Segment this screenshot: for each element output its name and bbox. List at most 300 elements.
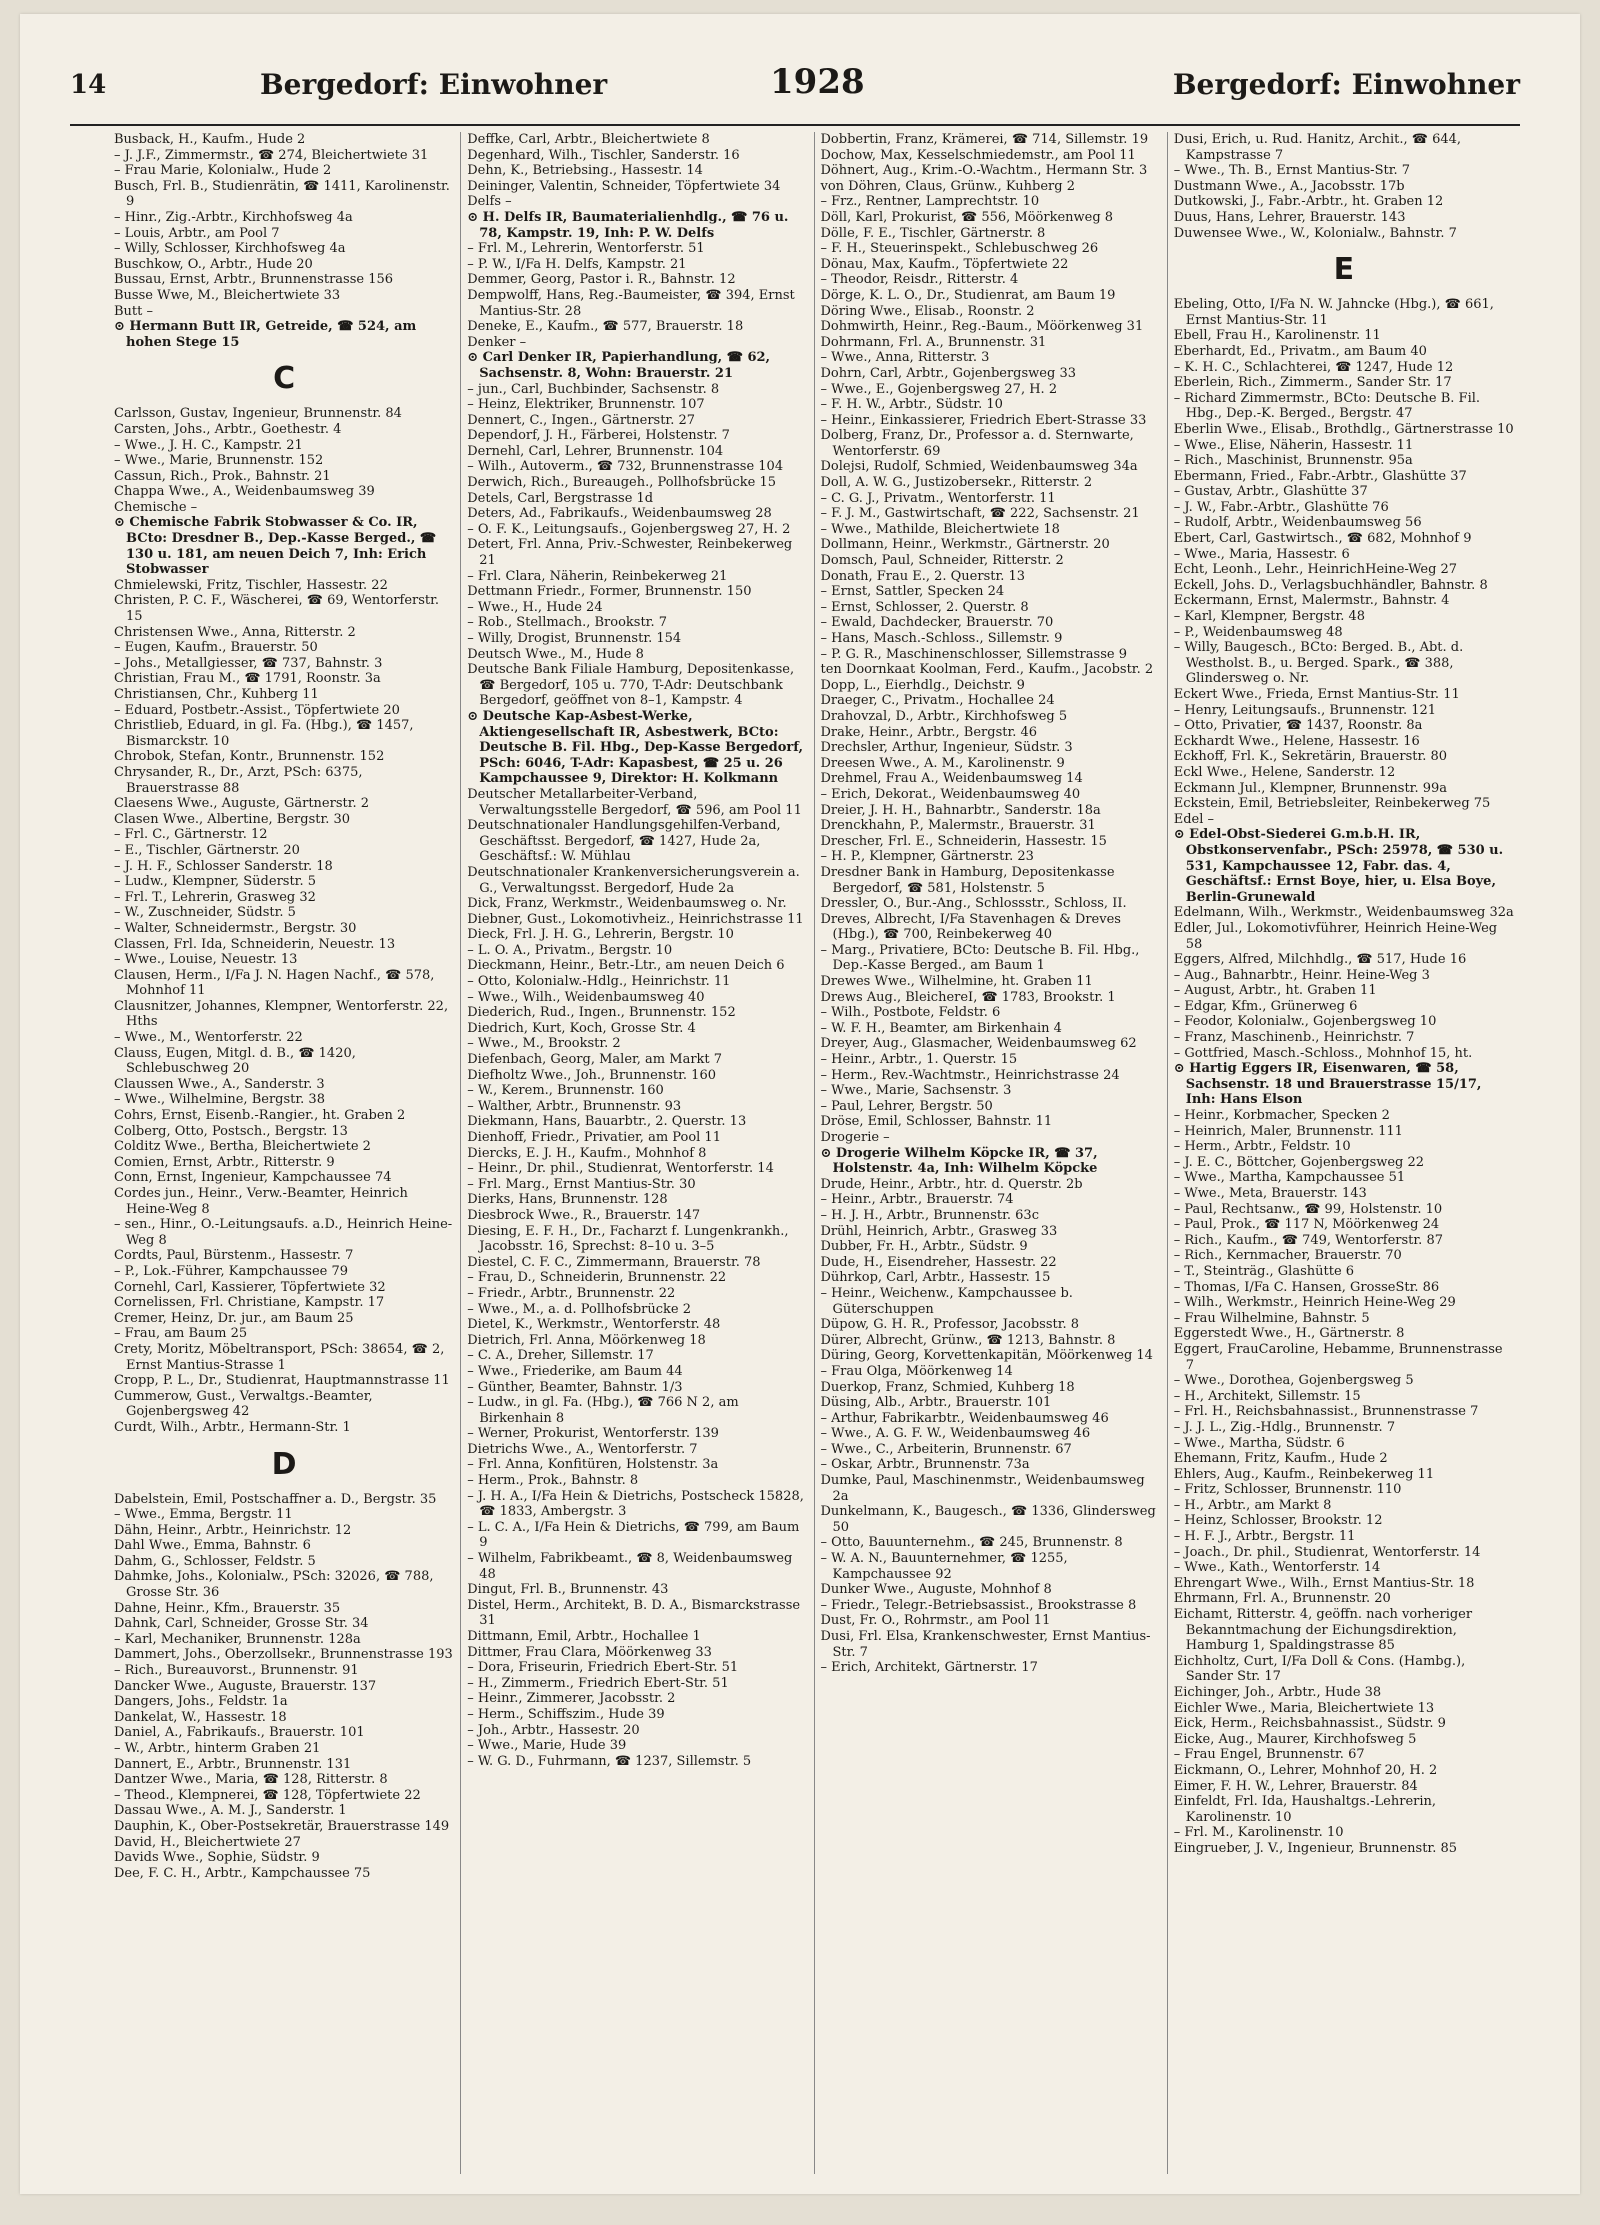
directory-entry: – Wwe., Martha, Kampchaussee 51 — [1173, 1170, 1406, 1186]
directory-entry: Dittmann, Emil, Arbtr., Hochallee 1 — [467, 1629, 701, 1644]
directory-entry: Bussau, Ernst, Arbtr., Brunnenstrasse 156 — [114, 272, 394, 288]
directory-entry: – Heinr., Arbtr., Brauerstr. 74 — [820, 1192, 1014, 1208]
directory-entry: Duwensee Wwe., W., Kolonialw., Bahnstr. 7 — [1173, 225, 1457, 241]
directory-entry: Cornelissen, Frl. Christiane, Kampstr. 17 — [114, 1295, 385, 1311]
directory-entry: Dutkowski, J., Fabr.-Arbtr., ht. Graben 12 — [1173, 194, 1444, 210]
directory-entry: Ehlers, Aug., Kaufm., Reinbekerweg 11 — [1173, 1466, 1435, 1482]
directory-entry: Dührkop, Carl, Arbtr., Hassestr. 15 — [820, 1270, 1051, 1286]
entries-de-di — [467, 132, 807, 1769]
directory-entry: – Willy, Baugesch., BCto: Berged. B., Abt. d. Westholst. B., u. Berged. Spark., ☎ 388, Glindersweg o. Nr. — [1173, 640, 1464, 687]
directory-entry: – Wilh., Autoverm., ☎ 732, Brunnenstrasse 104 — [467, 459, 784, 475]
directory-entry: – O. F. K., Leitungsaufs., Gojenbergsweg 27, H. 2 — [467, 521, 791, 537]
running-title-right: Bergedorf: Einwohner — [1172, 68, 1520, 101]
directory-entry: Eberlein, Rich., Zimmerm., Sander Str. 17 — [1173, 375, 1452, 391]
directory-entry: – Rudolf, Arbtr., Weidenbaumsweg 56 — [1173, 515, 1422, 531]
directory-entry: Eckhoff, Frl. K., Sekretärin, Brauerstr. 80 — [1173, 749, 1448, 765]
entries-e — [1174, 297, 1514, 1856]
directory-entry: – Frl. M., Lehrerin, Wentorferstr. 51 — [467, 241, 705, 257]
directory-entry: Dunkelmann, K., Baugesch., ☎ 1336, Glindersweg 50 — [820, 1504, 1156, 1535]
directory-entry: – Hinr., Zig.-Arbtr., Kirchhofsweg 4a — [114, 209, 353, 225]
directory-entry: – Aug., Bahnarbtr., Heinr. Heine-Weg 3 — [1173, 967, 1430, 983]
section-letter-e: E — [1333, 252, 1355, 288]
directory-entry: Chemische – — [114, 499, 198, 515]
directory-entry: Davids Wwe., Sophie, Südstr. 9 — [114, 1850, 320, 1866]
directory-entry: Drühl, Heinrich, Arbtr., Grasweg 33 — [820, 1223, 1058, 1239]
directory-entry: Eickmann, O., Lehrer, Mohnhof 20, H. 2 — [1173, 1762, 1438, 1778]
directory-entry: Delfs – — [467, 194, 512, 210]
directory-entry: – Wwe., Th. B., Ernst Mantius-Str. 7 — [1173, 163, 1411, 179]
directory-entry: – Otto, Bauunternehm., ☎ 245, Brunnenstr. 8 — [820, 1535, 1123, 1551]
directory-entry: – Wwe., C., Arbeiterin, Brunnenstr. 67 — [820, 1441, 1072, 1457]
directory-entry: Dahne, Heinr., Kfm., Brauerstr. 35 — [114, 1600, 341, 1616]
directory-entry: – F. J. M., Gastwirtschaft, ☎ 222, Sachsenstr. 21 — [820, 506, 1140, 522]
directory-entry: ⊙ Carl Denker IR, Papierhandlung, ☎ 62, Sachsenstr. 8, Wohn: Brauerstr. 21 — [467, 350, 771, 381]
directory-entry: – Erich, Dekorat., Weidenbaumsweg 40 — [820, 786, 1081, 802]
directory-entry: Dassau Wwe., A. M. J., Sanderstr. 1 — [114, 1803, 347, 1819]
directory-entry: Detert, Frl. Anna, Priv.-Schwester, Reinbekerweg 21 — [467, 537, 793, 569]
directory-entry: – Wwe., Marie, Hude 39 — [467, 1738, 627, 1754]
directory-entry: ⊙ Deutsche Kap-Asbest-Werke, Aktiengesellschaft IR, Asbestwerk, BCto: Deutsche B. Fil. Hbg., Dep-Kasse Bergedorf, PSch: 6046, T-Adr: Kapasbest, ☎ 25 u. 26 Kampchaussee 9, Direktor: H. Kolkmann — [467, 708, 804, 787]
directory-entry: Eingrueber, J. V., Ingenieur, Brunnenstr. 85 — [1173, 1840, 1458, 1856]
directory-entry: Eckhardt Wwe., Helene, Hassestr. 16 — [1173, 733, 1420, 749]
directory-entry: Deutschnationaler Handlungsgehilfen-Verband, Geschäftsst. Bergedorf, ☎ 1427, Hude 2a, Geschäftsf.: W. Mühlau — [467, 818, 781, 865]
directory-columns — [108, 132, 1520, 2174]
directory-entry: Duus, Hans, Lehrer, Brauerstr. 143 — [1173, 209, 1406, 225]
directory-entry: – Heinz, Elektriker, Brunnenstr. 107 — [467, 397, 705, 413]
directory-entry: – Rich., Bureauvorst., Brunnenstr. 91 — [114, 1663, 359, 1679]
directory-entry: Dönau, Max, Kaufm., Töpfertwiete 22 — [820, 256, 1069, 272]
directory-entry: Eggers, Alfred, Milchhdlg., ☎ 517, Hude 16 — [1173, 952, 1467, 968]
directory-entry: Christian, Frau M., ☎ 1791, Roonstr. 3a — [114, 671, 381, 687]
directory-entry: – Wwe., Wilh., Weidenbaumsweg 40 — [467, 989, 705, 1005]
directory-page — [20, 14, 1580, 2194]
directory-entry: – Otto, Privatier, ☎ 1437, Roonstr. 8a — [1173, 718, 1423, 734]
directory-entry: – Frl. M., Karolinenstr. 10 — [1173, 1825, 1344, 1841]
directory-entry: Dauphin, K., Ober-Postsekretär, Brauerstrasse 149 — [114, 1818, 450, 1834]
directory-entry: Dennert, C., Ingen., Gärtnerstr. 27 — [467, 412, 696, 428]
directory-entry: Dähn, Heinr., Arbtr., Heinrichstr. 12 — [114, 1522, 352, 1538]
directory-entry: Dunker Wwe., Auguste, Mohnhof 8 — [820, 1582, 1052, 1598]
directory-entry: – Wwe., Louise, Neuestr. 13 — [114, 952, 298, 968]
directory-entry: – Hans, Masch.-Schloss., Sillemstr. 9 — [820, 631, 1063, 646]
directory-entry: – Rich., Kernmacher, Brauerstr. 70 — [1173, 1248, 1402, 1264]
directory-entry: – Otto, Kolonialw.-Hdlg., Heinrichstr. 11 — [467, 974, 731, 990]
directory-entry: – Frau, D., Schneiderin, Brunnenstr. 22 — [467, 1270, 727, 1286]
directory-entry: Dehn, K., Betriebsing., Hassestr. 14 — [467, 163, 703, 179]
directory-entry: Deters, Ad., Fabrikaufs., Weidenbaumsweg 28 — [467, 506, 772, 522]
directory-entry: Drake, Heinr., Arbtr., Bergstr. 46 — [820, 724, 1038, 740]
directory-entry: Dahl Wwe., Emma, Bahnstr. 6 — [114, 1538, 311, 1554]
directory-entry: Ehemann, Fritz, Kaufm., Hude 2 — [1173, 1451, 1388, 1467]
directory-entry: Dietrichs Wwe., A., Wentorferstr. 7 — [467, 1441, 698, 1457]
directory-entry: Dittmer, Frau Clara, Möörkenweg 33 — [467, 1644, 712, 1660]
directory-entry: – Ernst, Sattler, Specken 24 — [820, 584, 1005, 600]
directory-entry: – Arthur, Fabrikarbtr., Weidenbaumsweg 46 — [820, 1410, 1109, 1426]
directory-entry: – Frl. Anna, Konfitüren, Holstenstr. 3a — [467, 1457, 719, 1473]
directory-entry: – Heinr., Korbmacher, Specken 2 — [1173, 1108, 1390, 1124]
directory-entry: Dohmwirth, Heinr., Reg.-Baum., Möörkenweg 31 — [820, 319, 1144, 335]
directory-entry: – Frau Olga, Möörkenweg 14 — [820, 1363, 1013, 1379]
directory-entry: Cummerow, Gust., Verwaltgs.-Beamter, Gojenbergsweg 42 — [114, 1388, 373, 1420]
directory-entry: – H. P., Klempner, Gärtnerstr. 23 — [820, 849, 1034, 865]
directory-entry: ⊙ Drogerie Wilhelm Köpcke IR, ☎ 37, Holstenstr. 4a, Inh: Wilhelm Köpcke — [820, 1145, 1098, 1177]
directory-entry: ⊙ Chemische Fabrik Stobwasser & Co. IR, BCto: Dresdner B., Dep.-Kasse Berged., ☎ 130 u. 181, am neuen Deich 7, Inh: Erich Stobwasser — [114, 515, 437, 578]
directory-entry: – Frl. T., Lehrerin, Grasweg 32 — [114, 889, 316, 905]
directory-entry: – Heinrich, Maler, Brunnenstr. 111 — [1173, 1123, 1403, 1139]
directory-entry: – Wwe., Anna, Ritterstr. 3 — [820, 350, 990, 366]
directory-entry: – P., Weidenbaumsweg 48 — [1173, 624, 1343, 640]
directory-entry: Dingut, Frl. B., Brunnenstr. 43 — [467, 1582, 669, 1598]
directory-entry: – H. F. J., Arbtr., Bergstr. 11 — [1173, 1529, 1356, 1545]
directory-entry: Cordts, Paul, Bürstenm., Hassestr. 7 — [114, 1248, 354, 1264]
directory-entry: Busback, H., Kaufm., Hude 2 — [114, 132, 306, 147]
directory-entry: – W. G. D., Fuhrmann, ☎ 1237, Sillemstr. 5 — [467, 1753, 752, 1769]
directory-entry: Eick, Herm., Reichsbahnassist., Südstr. 9 — [1173, 1716, 1446, 1732]
directory-entry: Dietrich, Frl. Anna, Möörkenweg 18 — [467, 1332, 706, 1348]
directory-entry: – Wwe., Kath., Wentorferstr. 14 — [1173, 1560, 1381, 1576]
directory-entry: Edler, Jul., Lokomotivführer, Heinrich Heine-Weg 58 — [1173, 920, 1498, 952]
directory-entry: Detels, Carl, Bergstrasse 1d — [467, 490, 654, 506]
directory-entry: – P., Lok.-Führer, Kampchaussee 79 — [114, 1263, 349, 1279]
directory-entry: – August, Arbtr., ht. Graben 11 — [1173, 983, 1377, 999]
directory-entry: Cornehl, Carl, Kassierer, Töpfertwiete 32 — [114, 1279, 386, 1295]
directory-entry: – Louis, Arbtr., am Pool 7 — [114, 225, 280, 241]
directory-entry: Dammert, Johs., Oberzollsekr., Brunnenstrasse 193 — [114, 1647, 453, 1663]
directory-entry: Draeger, C., Privatm., Hochallee 24 — [820, 693, 1055, 709]
directory-entry: Conn, Ernst, Ingenieur, Kampchaussee 74 — [114, 1170, 392, 1186]
directory-entry: Dancker Wwe., Auguste, Brauerstr. 137 — [114, 1678, 377, 1694]
directory-entry: Dölle, F. E., Tischler, Gärtnerstr. 8 — [820, 225, 1046, 241]
directory-entry: Busse Wwe, M., Bleichertwiete 33 — [114, 287, 341, 303]
directory-entry: Buschkow, O., Arbtr., Hude 20 — [114, 256, 313, 272]
directory-entry: ten Doornkaat Koolman, Ferd., Kaufm., Jacobstr. 2 — [820, 662, 1154, 678]
directory-entry: Drescher, Frl. E., Schneiderin, Hassestr. 15 — [820, 833, 1107, 849]
directory-entry: – L. O. A., Privatm., Bergstr. 10 — [467, 942, 673, 958]
directory-entry: – Frl. H., Reichsbahnassist., Brunnenstrasse 7 — [1173, 1404, 1479, 1420]
directory-entry: – Wilh., Werkmstr., Heinrich Heine-Weg 29 — [1173, 1295, 1456, 1311]
directory-entry: Drechsler, Arthur, Ingenieur, Südstr. 3 — [820, 740, 1073, 756]
directory-entry: – W., Zuschneider, Südstr. 5 — [114, 905, 296, 921]
directory-entry: Christensen Wwe., Anna, Ritterstr. 2 — [114, 624, 356, 640]
directory-entry: Clauss, Eugen, Mitgl. d. B., ☎ 1420, Schlebuschweg 20 — [114, 1045, 356, 1077]
directory-entry: – Gustav, Arbtr., Glashütte 37 — [1173, 484, 1368, 500]
directory-entry: Cassun, Rich., Prok., Bahnstr. 21 — [114, 468, 331, 484]
directory-entry: – Karl, Mechaniker, Brunnenstr. 128a — [114, 1631, 361, 1647]
directory-entry: Denker – — [467, 334, 527, 350]
directory-entry: – Dora, Friseurin, Friedrich Ebert-Str. 51 — [467, 1660, 739, 1676]
directory-entry: – Werner, Prokurist, Wentorferstr. 139 — [467, 1426, 719, 1442]
directory-entry: – Oskar, Arbtr., Brunnenstr. 73a — [820, 1457, 1030, 1473]
directory-entry: – Frau, am Baum 25 — [114, 1326, 248, 1342]
directory-entry: Drude, Heinr., Arbtr., htr. d. Querstr. 2b — [820, 1176, 1083, 1192]
directory-entry: – Heinr., Zimmerer, Jacobsstr. 2 — [467, 1691, 676, 1707]
directory-entry: – Paul, Lehrer, Bergstr. 50 — [820, 1098, 993, 1114]
directory-entry: Chmielewski, Fritz, Tischler, Hassestr. 22 — [114, 577, 388, 593]
directory-entry: Drewes Wwe., Wilhelmine, ht. Graben 11 — [820, 974, 1093, 990]
directory-entry: Daniel, A., Fabrikaufs., Brauerstr. 101 — [114, 1725, 365, 1741]
directory-entry: Dannert, E., Arbtr., Brunnenstr. 131 — [114, 1756, 352, 1772]
directory-entry: Chrobok, Stefan, Kontr., Brunnenstr. 152 — [114, 749, 385, 765]
directory-entry: Dabelstein, Emil, Postschaffner a. D., Bergstr. 35 — [114, 1491, 437, 1507]
directory-entry: – Wilhelm, Fabrikbeamt., ☎ 8, Weidenbaumsweg 48 — [467, 1551, 793, 1582]
directory-entry: – J. H. A., I/Fa Hein & Dietrichs, Postscheck 15828, ☎ 1833, Ambergstr. 3 — [467, 1488, 804, 1520]
directory-entry: – P. G. R., Maschinenschlosser, Sillemstrasse 9 — [820, 646, 1127, 662]
directory-entry: Donath, Frau E., 2. Querstr. 13 — [820, 568, 1026, 584]
directory-entry: Düring, Georg, Korvettenkapitän, Möörkenweg 14 — [820, 1348, 1153, 1364]
directory-entry: Ehrmann, Frl. A., Brunnenstr. 20 — [1173, 1591, 1391, 1607]
directory-entry: Demmer, Georg, Pastor i. R., Bahnstr. 12 — [467, 272, 736, 288]
directory-entry: Clasen Wwe., Albertine, Bergstr. 30 — [114, 811, 351, 827]
directory-entry: Düsing, Alb., Arbtr., Brauerstr. 101 — [820, 1395, 1052, 1411]
directory-entry: Eckstein, Emil, Betriebsleiter, Reinbekerweg 75 — [1173, 796, 1491, 812]
directory-entry: – W., Arbtr., hinterm Graben 21 — [114, 1741, 321, 1756]
directory-entry: Dürer, Albrecht, Grünw., ☎ 1213, Bahnstr. 8 — [820, 1332, 1116, 1348]
entries-c — [114, 406, 454, 1435]
directory-entry: – Eduard, Postbetr.-Assist., Töpfertwiete 20 — [114, 702, 400, 718]
directory-entry: Dependorf, J. H., Färberei, Holstenstr. 7 — [467, 428, 730, 444]
directory-entry: – P. W., I/Fa H. Delfs, Kampstr. 21 — [467, 256, 687, 272]
directory-entry: Dude, H., Eisendreher, Hassestr. 22 — [820, 1254, 1057, 1270]
directory-entry: Dankelat, W., Hassestr. 18 — [114, 1709, 287, 1725]
directory-entry: – E., Tischler, Gärtnerstr. 20 — [114, 842, 300, 858]
directory-entry: – Karl, Klempner, Bergstr. 48 — [1173, 609, 1366, 625]
directory-entry: – F. H. W., Arbtr., Südstr. 10 — [820, 397, 1003, 413]
page-number: 14 — [70, 70, 107, 100]
directory-entry: – J. E. C., Böttcher, Gojenbergsweg 22 — [1173, 1154, 1425, 1170]
directory-entry: – Wwe., M., a. d. Pollhofsbrücke 2 — [467, 1301, 691, 1317]
directory-entry: – Richard Zimmermstr., BCto: Deutsche B. Fil. Hbg., Dep.-K. Berged., Bergstr. 47 — [1173, 390, 1481, 422]
directory-entry: Dreyer, Aug., Glasmacher, Weidenbaumsweg 62 — [820, 1036, 1137, 1052]
directory-entry: Ehrengart Wwe., Wilh., Ernst Mantius-Str. 18 — [1173, 1575, 1475, 1591]
directory-entry: Dolberg, Franz, Dr., Professor a. d. Sternwarte, Wentorferstr. 69 — [820, 428, 1134, 459]
directory-entry: ⊙ Hartig Eggers IR, Eisenwaren, ☎ 58, Sachsenstr. 18 und Brauerstrasse 15/17, Inh: Hans Elson — [1173, 1061, 1482, 1108]
directory-entry: – Wwe., Mathilde, Bleichertwiete 18 — [820, 521, 1060, 537]
directory-entry: – Joach., Dr. phil., Studienrat, Wentorferstr. 14 — [1173, 1544, 1481, 1560]
directory-entry: Carlsson, Gustav, Ingenieur, Brunnenstr. 84 — [114, 406, 402, 422]
directory-entry: – F. H., Steuerinspekt., Schlebuschweg 26 — [820, 241, 1099, 257]
directory-entry: – Rich., Kaufm., ☎ 749, Wentorferstr. 87 — [1173, 1232, 1443, 1248]
directory-entry: – Wwe., Meta, Brauerstr. 143 — [1173, 1186, 1367, 1201]
directory-entry: Dobbertin, Franz, Krämerei, ☎ 714, Sillemstr. 19 — [820, 132, 1149, 147]
directory-entry: Deutschnationaler Krankenversicherungsverein a. G., Verwaltungsst. Bergedorf, Hude 2a — [467, 864, 800, 896]
directory-entry: – Willy, Schlosser, Kirchhofsweg 4a — [114, 241, 346, 257]
directory-entry: Dangers, Johs., Feldstr. 1a — [114, 1694, 288, 1710]
directory-entry: Diercks, E. J. H., Kaufm., Mohnhof 8 — [467, 1145, 707, 1161]
directory-entry: – Frz., Rentner, Lamprechtstr. 10 — [820, 194, 1040, 210]
directory-entry: Dieckmann, Heinr., Betr.-Ltr., am neuen Deich 6 — [467, 958, 785, 974]
section-letter-d: D — [271, 1446, 297, 1482]
directory-entry: – Wwe., M., Brookstr. 2 — [467, 1036, 621, 1052]
directory-entry: Clausen, Herm., I/Fa J. N. Hagen Nachf., ☎ 578, Mohnhof 11 — [114, 967, 435, 999]
directory-entry: – Ernst, Schlosser, 2. Querstr. 8 — [820, 599, 1029, 615]
directory-entry: Eggert, FrauCaroline, Hebamme, Brunnenstrasse 7 — [1173, 1341, 1503, 1373]
directory-entry: Dee, F. C. H., Arbtr., Kampchaussee 75 — [114, 1865, 371, 1881]
directory-entry: Carsten, Johs., Arbtr., Goethestr. 4 — [114, 421, 342, 437]
directory-entry: – Henry, Leitungsaufs., Brunnenstr. 121 — [1173, 702, 1437, 718]
directory-entry: Dohrmann, Frl. A., Brunnenstr. 31 — [820, 334, 1047, 350]
directory-entry: – W. F. H., Beamter, am Birkenhain 4 — [820, 1020, 1062, 1036]
directory-entry: Dusi, Frl. Elsa, Krankenschwester, Ernst Mantius-Str. 7 — [820, 1629, 1151, 1660]
directory-entry: – Wwe., Friederike, am Baum 44 — [467, 1363, 683, 1379]
directory-entry: Deffke, Carl, Arbtr., Bleichertwiete 8 — [467, 132, 710, 147]
directory-entry: ⊙ H. Delfs IR, Baumaterialienhdlg., ☎ 76 u. 78, Kampstr. 19, Inh: P. W. Delfs — [467, 209, 789, 241]
directory-entry: Dochow, Max, Kesselschmiedemstr., am Pool 11 — [820, 147, 1136, 163]
directory-entry: Dierks, Hans, Brunnenstr. 128 — [467, 1192, 668, 1208]
directory-entry: Edel – — [1173, 811, 1215, 827]
directory-entry: – Frau Engel, Brunnenstr. 67 — [1173, 1747, 1365, 1763]
directory-entry: Dahm, G., Schlosser, Feldstr. 5 — [114, 1553, 316, 1569]
directory-entry: Colditz Wwe., Bertha, Bleichertwiete 2 — [114, 1139, 371, 1155]
directory-entry: Eichler Wwe., Maria, Bleichertwiete 13 — [1173, 1700, 1435, 1716]
directory-entry: Diefenbach, Georg, Maler, am Markt 7 — [467, 1052, 723, 1068]
directory-entry: – Wwe., Dorothea, Gojenbergsweg 5 — [1173, 1373, 1414, 1389]
directory-entry: – sen., Hinr., O.-Leitungsaufs. a.D., Heinrich Heine-Weg 8 — [114, 1217, 453, 1248]
directory-entry: Dempwolff, Hans, Reg.-Baumeister, ☎ 394, Ernst Mantius-Str. 28 — [467, 287, 795, 319]
directory-entry: Doll, A. W. G., Justizobersekr., Ritterstr. 2 — [820, 475, 1093, 491]
directory-entry: – L. C. A., I/Fa Hein & Dietrichs, ☎ 799, am Baum 9 — [467, 1519, 800, 1551]
directory-entry: – Herm., Prok., Bahnstr. 8 — [467, 1473, 639, 1489]
directory-entry: – J. J. L., Zig.-Hdlg., Brunnenstr. 7 — [1173, 1419, 1396, 1435]
directory-entry: – Rob., Stellmach., Brookstr. 7 — [467, 615, 667, 631]
directory-entry: Eckermann, Ernst, Malermstr., Bahnstr. 4 — [1173, 593, 1450, 609]
directory-entry: Eckell, Johs. D., Verlagsbuchhändler, Bahnstr. 8 — [1173, 577, 1488, 593]
directory-entry: Chappa Wwe., A., Weidenbaumsweg 39 — [114, 484, 375, 500]
page-header — [70, 62, 1520, 108]
directory-entry: Diesbrock Wwe., R., Brauerstr. 147 — [467, 1207, 701, 1223]
directory-entry: – Walther, Arbtr., Brunnenstr. 93 — [467, 1098, 682, 1114]
directory-entry: – Paul, Prok., ☎ 117 N, Möörkenweg 24 — [1173, 1217, 1440, 1233]
directory-entry: Eckert Wwe., Frieda, Ernst Mantius-Str. 11 — [1173, 687, 1460, 702]
directory-entry: Eimer, F. H. W., Lehrer, Brauerstr. 84 — [1173, 1778, 1418, 1794]
directory-entry: Ebermann, Fried., Fabr.-Arbtr., Glashütte 37 — [1173, 468, 1467, 484]
directory-entry: – Joh., Arbtr., Hassestr. 20 — [467, 1722, 640, 1738]
directory-entry: Dresdner Bank in Hamburg, Depositenkasse Bergedorf, ☎ 581, Holstenstr. 5 — [820, 864, 1115, 896]
directory-entry: – Frl. C., Gärtnerstr. 12 — [114, 827, 268, 843]
directory-entry: – Thomas, I/Fa C. Hansen, GrosseStr. 86 — [1173, 1279, 1440, 1295]
directory-entry: – H., Arbtr., am Markt 8 — [1173, 1497, 1332, 1513]
running-title-left: Bergedorf: Einwohner — [260, 68, 608, 101]
directory-entry: – Rich., Maschinist, Brunnenstr. 95a — [1173, 453, 1413, 469]
directory-entry: – Wwe., J. H. C., Kampstr. 21 — [114, 437, 303, 453]
directory-entry: Chrysander, R., Dr., Arzt, PSch: 6375, Brauerstrasse 88 — [114, 764, 363, 796]
directory-entry: Diekmann, Hans, Bauarbtr., 2. Querstr. 13 — [467, 1114, 747, 1130]
directory-entry: Drogerie – — [820, 1130, 890, 1145]
entries-b — [114, 132, 454, 350]
directory-entry: – Günther, Beamter, Bahnstr. 1/3 — [467, 1379, 683, 1395]
directory-entry: Ebell, Frau H., Karolinenstr. 11 — [1173, 328, 1381, 344]
directory-entry: Dahmke, Johs., Kolonialw., PSch: 32026, ☎ 788, Grosse Str. 36 — [114, 1569, 434, 1601]
directory-entry: – Wwe., Martha, Südstr. 6 — [1173, 1435, 1345, 1451]
column-3 — [815, 132, 1168, 2174]
directory-entry: – Wwe., M., Wentorferstr. 22 — [114, 1030, 303, 1046]
directory-entry: Ebert, Carl, Gastwirtsch., ☎ 682, Mohnhof 9 — [1173, 531, 1472, 547]
directory-entry: Dreesen Wwe., A. M., Karolinenstr. 9 — [820, 755, 1065, 771]
directory-entry: – Marg., Privatiere, BCto: Deutsche B. Fil. Hbg., Dep.-Kasse Berged., am Baum 1 — [820, 942, 1140, 974]
directory-entry: Christen, P. C. F., Wäscherei, ☎ 69, Wentorferstr. 15 — [114, 593, 440, 625]
directory-entry: Dopp, L., Eierhdlg., Deichstr. 9 — [820, 677, 1025, 693]
directory-entry: – Frl. Clara, Näherin, Reinbekerweg 21 — [467, 568, 728, 584]
directory-entry: Claussen Wwe., A., Sanderstr. 3 — [114, 1076, 325, 1092]
directory-entry: – Heinr., Weichenw., Kampchaussee b. Güterschuppen — [820, 1285, 1073, 1317]
directory-entry: Eichamt, Ritterstr. 4, geöffn. nach vorheriger Bekanntmachung der Eichungsdirektion, Hamburg 1, Spaldingstrasse 85 — [1173, 1607, 1473, 1654]
directory-entry: – J. W., Fabr.-Arbtr., Glashütte 76 — [1173, 499, 1389, 515]
directory-entry: Diedrich, Kurt, Koch, Grosse Str. 4 — [467, 1020, 696, 1036]
directory-entry: David, H., Bleichertwiete 27 — [114, 1834, 301, 1850]
directory-entry: – Johs., Metallgiesser, ☎ 737, Bahnstr. 3 — [114, 655, 383, 671]
directory-entry: Dustmann Wwe., A., Jacobsstr. 17b — [1173, 178, 1405, 194]
directory-entry: Cropp, P. L., Dr., Studienrat, Hauptmannstrasse 11 — [114, 1373, 450, 1389]
directory-entry: Eicke, Aug., Maurer, Kirchhofsweg 5 — [1173, 1731, 1417, 1747]
directory-entry: Cordes jun., Heinr., Verw.-Beamter, Heinrich Heine-Weg 8 — [114, 1186, 408, 1217]
directory-entry: Classen, Frl. Ida, Schneiderin, Neuestr. 13 — [114, 936, 396, 952]
directory-entry: Duerkop, Franz, Schmied, Kuhberg 18 — [820, 1379, 1075, 1395]
directory-entry: Christiansen, Chr., Kuhberg 11 — [114, 687, 319, 702]
directory-entry: – Ewald, Dachdecker, Brauerstr. 70 — [820, 615, 1054, 631]
directory-entry: – jun., Carl, Buchbinder, Sachsenstr. 8 — [467, 381, 720, 397]
directory-entry: Dust, Fr. O., Rohrmstr., am Pool 11 — [820, 1613, 1051, 1629]
section-letter-c: C — [273, 361, 296, 397]
directory-entry: Dantzer Wwe., Maria, ☎ 128, Ritterstr. 8 — [114, 1772, 388, 1788]
directory-entry: – Heinr., Einkassierer, Friedrich Ebert-Strasse 33 — [820, 412, 1147, 428]
directory-entry: Drenckhahn, P., Malermstr., Brauerstr. 31 — [820, 818, 1096, 834]
entries-d — [114, 1492, 454, 1882]
directory-entry: – Wwe., E., Gojenbergsweg 27, H. 2 — [820, 381, 1058, 397]
directory-entry: Dollmann, Heinr., Werkmstr., Gärtnerstr. 20 — [820, 537, 1110, 553]
directory-entry: ⊙ Hermann Butt IR, Getreide, ☎ 524, am hohen Stege 15 — [114, 319, 417, 350]
directory-entry: – Heinr., Arbtr., 1. Querstr. 15 — [820, 1052, 1018, 1068]
directory-entry: Dietel, K., Werkmstr., Wentorferstr. 48 — [467, 1317, 721, 1333]
directory-entry: – Herm., Rev.-Wachtmstr., Heinrichstrasse 24 — [820, 1067, 1120, 1083]
directory-entry: – Ludw., in gl. Fa. (Hbg.), ☎ 766 N 2, am Birkenhain 8 — [467, 1395, 739, 1426]
directory-entry: Dreves, Albrecht, I/Fa Stavenhagen & Dreves (Hbg.), ☎ 700, Reinbekerweg 40 — [820, 911, 1121, 943]
directory-entry: – Wwe., Wilhelmine, Bergstr. 38 — [114, 1092, 325, 1108]
directory-entry: – Edgar, Kfm., Grünerweg 6 — [1173, 998, 1358, 1014]
directory-entry: Drahovzal, D., Arbtr., Kirchhofsweg 5 — [820, 708, 1068, 724]
directory-entry: Dreier, J. H. H., Bahnarbtr., Sanderstr. 18a — [820, 802, 1101, 818]
directory-entry: Dohrn, Carl, Arbtr., Gojenbergsweg 33 — [820, 365, 1076, 381]
directory-entry: – Friedr., Arbtr., Brunnenstr. 22 — [467, 1285, 676, 1301]
directory-entry: – Paul, Rechtsanw., ☎ 99, Holstenstr. 10 — [1173, 1201, 1443, 1217]
column-4 — [1168, 132, 1520, 2174]
directory-entry: – Theod., Klempnerei, ☎ 128, Töpfertwiete 22 — [114, 1787, 421, 1803]
directory-entry: Döll, Karl, Prokurist, ☎ 556, Möörkenweg 8 — [820, 209, 1114, 225]
directory-entry: Claesens Wwe., Auguste, Gärtnerstr. 2 — [114, 796, 370, 812]
directory-entry: – Friedr., Telegr.-Betriebsassist., Brookstrasse 8 — [820, 1597, 1137, 1613]
directory-entry: Dernehl, Carl, Lehrer, Brunnenstr. 104 — [467, 443, 724, 459]
directory-entry: Cohrs, Ernst, Eisenb.-Rangier., ht. Graben 2 — [114, 1108, 406, 1124]
directory-entry: – H., Zimmerm., Friedrich Ebert-Str. 51 — [467, 1675, 729, 1691]
directory-entry: – C. A., Dreher, Sillemstr. 17 — [467, 1348, 654, 1364]
column-1 — [108, 132, 461, 2174]
directory-entry: Eichinger, Joh., Arbtr., Hude 38 — [1173, 1685, 1382, 1700]
directory-entry: – Wwe., Emma, Bergstr. 11 — [114, 1507, 293, 1523]
directory-entry: Dumke, Paul, Maschinenmstr., Weidenbaumsweg 2a — [820, 1473, 1145, 1504]
directory-entry: Eggerstedt Wwe., H., Gärtnerstr. 8 — [1173, 1326, 1405, 1342]
directory-entry: Dolejsi, Rudolf, Schmied, Weidenbaumsweg 34a — [820, 459, 1138, 475]
directory-entry: – Frau Marie, Kolonialw., Hude 2 — [114, 163, 332, 179]
directory-entry: ⊙ Edel-Obst-Siederei G.m.b.H. IR, Obstkonservenfabr., PSch: 25978, ☎ 530 u. 531, Kampchaussee 12, Fabr. das. 4, Geschäftsf.: Ernst Boye, hier, u. Elsa Boye, Berlin-Grunewald — [1173, 827, 1504, 905]
entries-du — [1174, 132, 1514, 241]
directory-entry: – Frau Wilhelmine, Bahnstr. 5 — [1173, 1310, 1370, 1326]
directory-entry: Diesing, E. F. H., Dr., Facharzt f. Lungenkrankh., Jacobsstr. 16, Sprechst: 8–10 u. 3–5 — [467, 1223, 789, 1255]
directory-entry: – Wwe., H., Hude 24 — [467, 599, 603, 615]
directory-entry: Dieck, Frl. J. H. G., Lehrerin, Bergstr. 10 — [467, 927, 734, 943]
directory-entry: – Wwe., Marie, Brunnenstr. 152 — [114, 453, 324, 469]
directory-entry: Derwich, Rich., Bureaugeh., Pollhofsbrücke 15 — [467, 475, 776, 491]
directory-entry: – Theodor, Reisdr., Ritterstr. 4 — [820, 272, 1019, 288]
directory-entry: Distel, Herm., Architekt, B. D. A., Bismarckstrasse 31 — [467, 1597, 801, 1629]
directory-entry: – Wwe., Maria, Hassestr. 6 — [1173, 546, 1350, 562]
